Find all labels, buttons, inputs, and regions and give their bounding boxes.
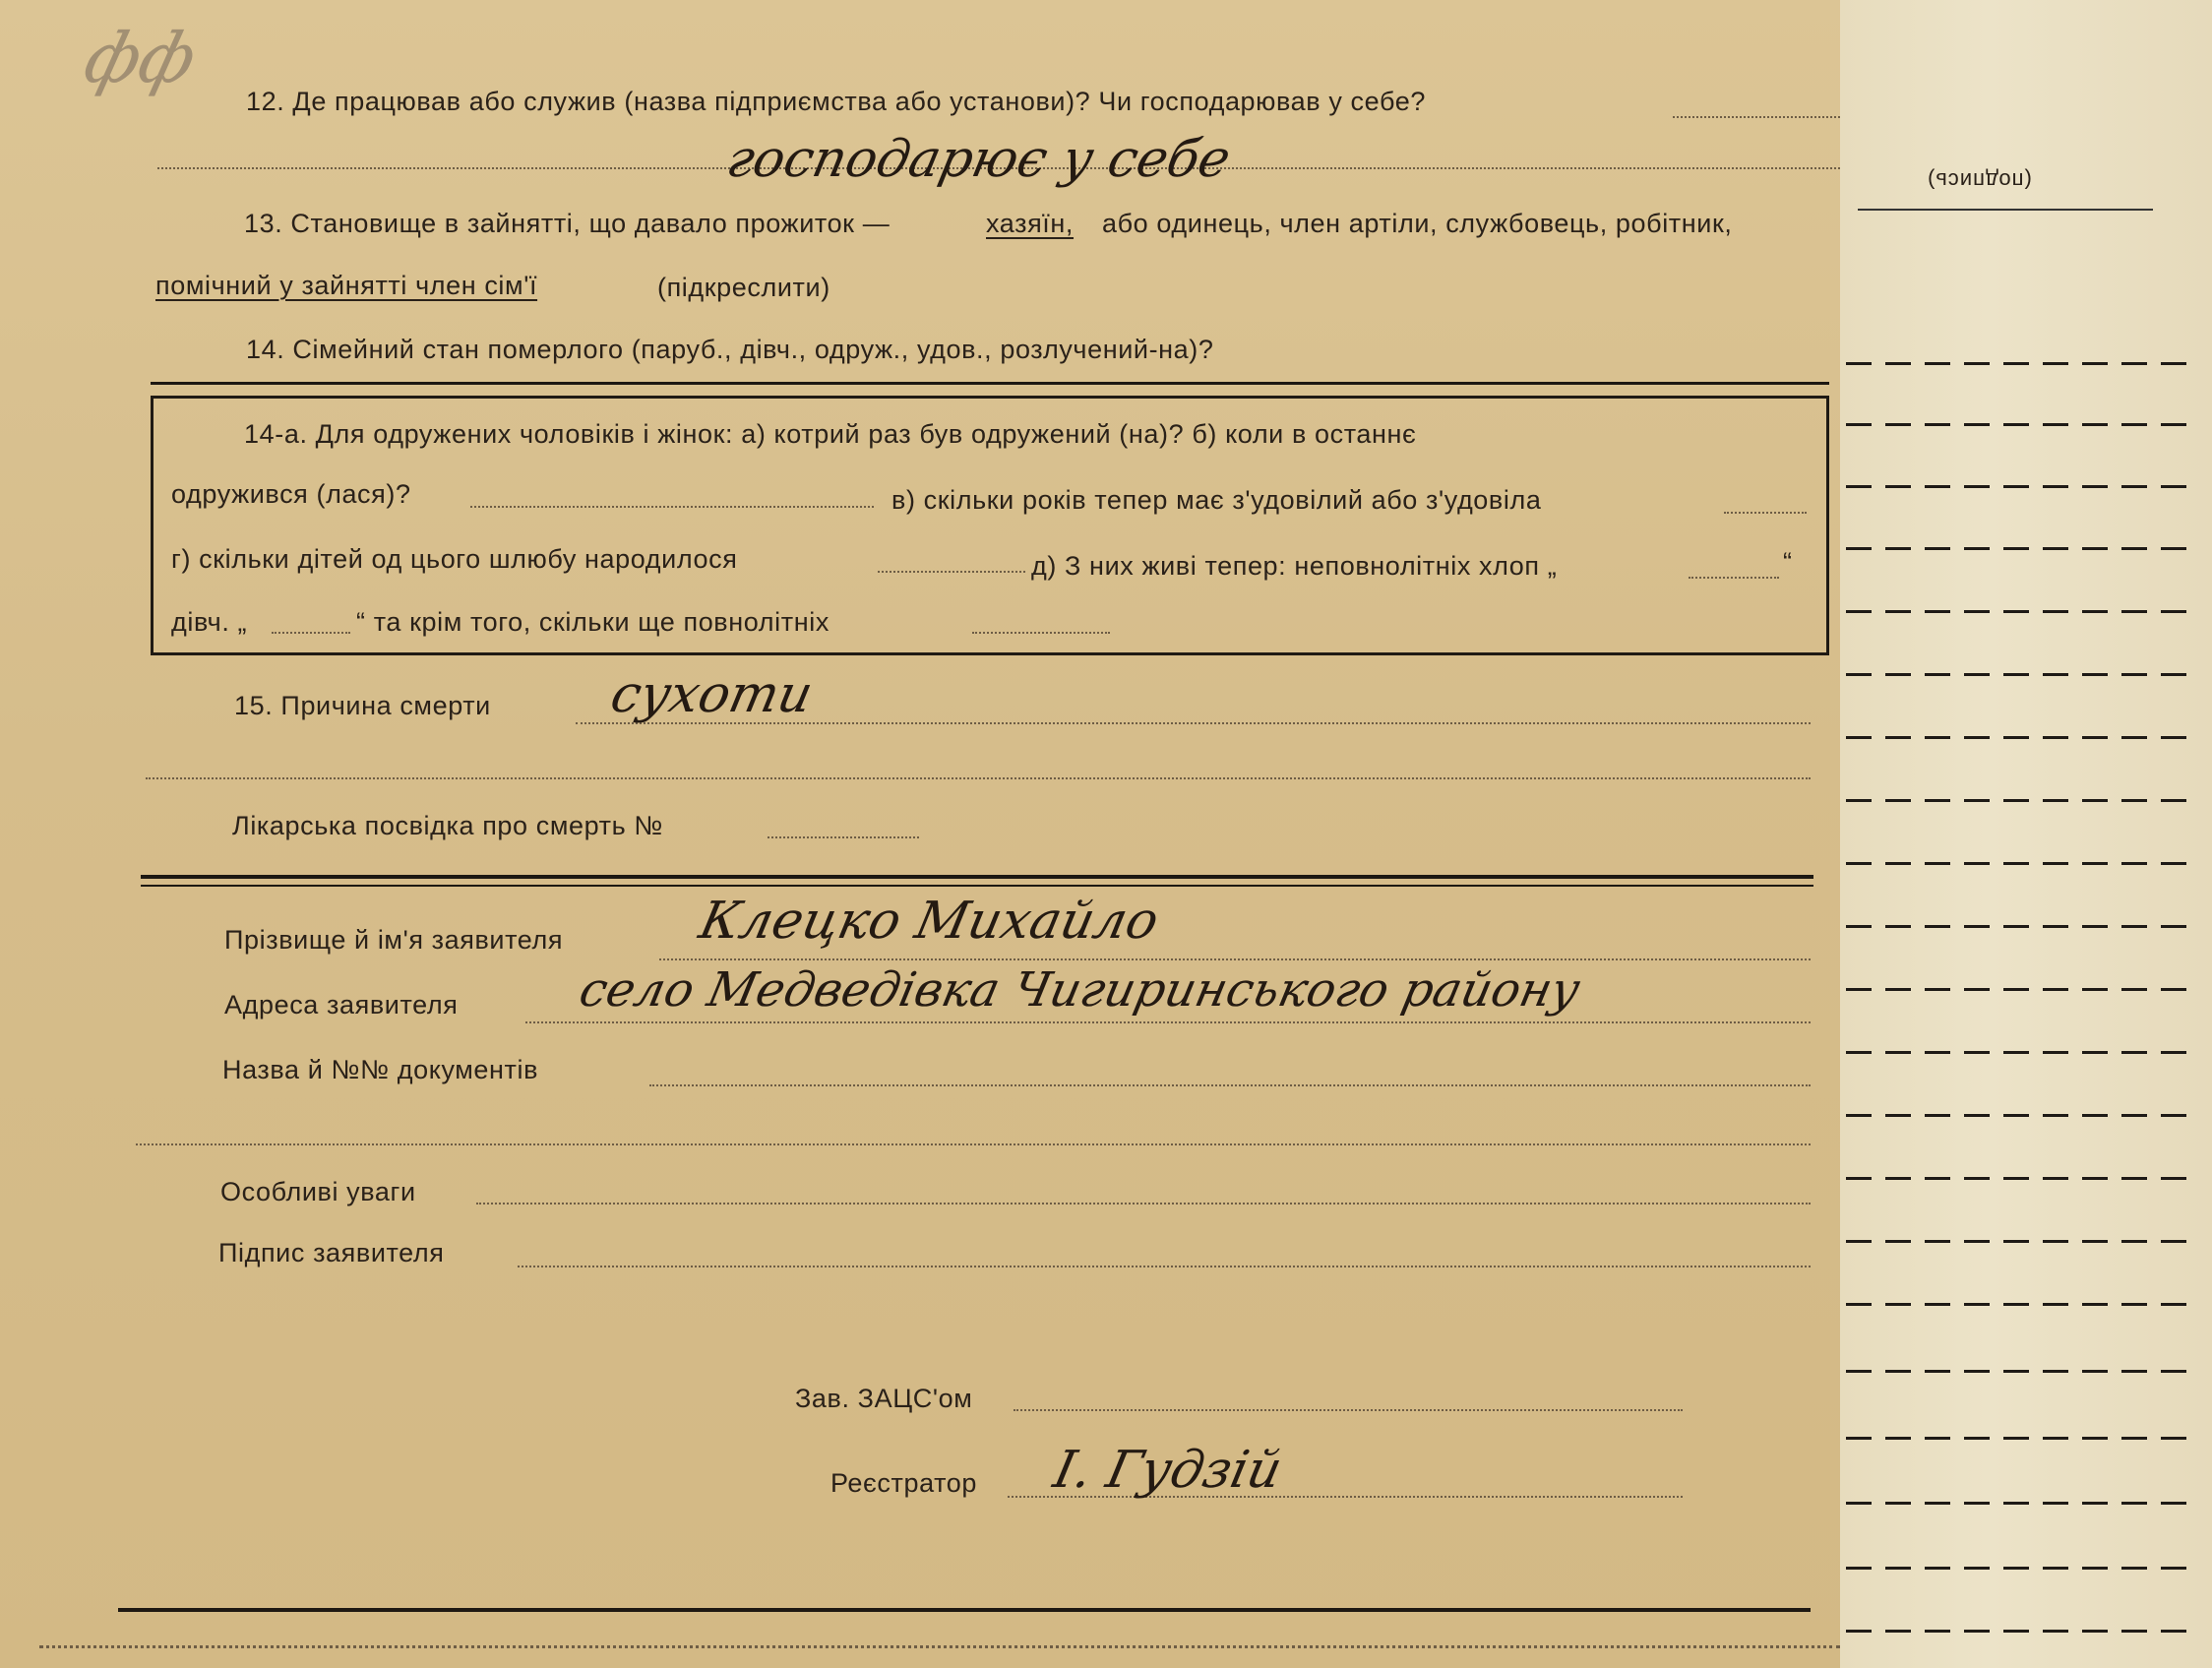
registrar-label: Реєстратор xyxy=(830,1468,978,1498)
q14a-line4b: “ та крім того, скільки ще повнолітніх xyxy=(356,607,830,637)
stub-dash-line xyxy=(1846,1437,2200,1440)
perforation-line xyxy=(39,1645,1840,1648)
q14a-minor-girls-line xyxy=(272,632,350,634)
stub-dash-line xyxy=(1846,1502,2200,1505)
applicant-name-label: Прізвище й ім'я заявителя xyxy=(224,925,564,955)
stub-dash-line xyxy=(1846,485,2200,488)
documents-continuation-line xyxy=(136,1143,1811,1145)
documents-line xyxy=(649,1084,1811,1086)
stub-dash-line xyxy=(1846,862,2200,865)
stub-dash-line xyxy=(1846,610,2200,613)
q13-option-family: помічний у зайнятті член сім'ї xyxy=(155,271,538,300)
q15-continuation-line xyxy=(146,777,1811,779)
remarks-line xyxy=(476,1203,1811,1205)
stub-dash-line xyxy=(1846,736,2200,739)
q14-label: 14. Сімейний стан померлого (паруб., дівч., одруж., удов., розлучений-на)? xyxy=(246,335,1214,364)
double-rule-top xyxy=(141,875,1813,879)
q12-dotted-line xyxy=(1673,116,1840,118)
stub-dash-line xyxy=(1846,1303,2200,1306)
q13-note: (підкреслити) xyxy=(657,273,830,302)
q14a-line3a: г) скільки дітей од цього шлюбу народилося xyxy=(171,544,738,574)
stub-dash-line xyxy=(1846,1630,2200,1633)
q14a-children-born-line xyxy=(878,571,1025,573)
stub-dash-line xyxy=(1846,1240,2200,1243)
head-label: Зав. ЗАЦС'ом xyxy=(795,1384,973,1413)
q12-label: 12. Де працював або служив (назва підприємства або установи)? Чи господарював у себе? xyxy=(246,87,1426,116)
stub-dash-line xyxy=(1846,799,2200,802)
stub-sheet xyxy=(1840,0,2212,1668)
q14a-last-married-line xyxy=(470,506,874,508)
q14a-line4a: дівч. „ xyxy=(171,607,248,637)
applicant-name-value: Клецко Михайло xyxy=(694,892,1164,951)
signature-line xyxy=(518,1266,1811,1267)
stub-dash-line xyxy=(1846,1114,2200,1117)
q14a-line1: 14-а. Для одружених чоловіків і жінок: а) котрий раз був одружений (на)? б) коли в останнє xyxy=(244,419,1417,449)
q13-label-a: 13. Становище в зайнятті, що давало прожиток — xyxy=(244,209,891,238)
medical-cert-number-line xyxy=(768,836,919,838)
stub-dash-line xyxy=(1846,423,2200,426)
q14a-line3c: “ xyxy=(1783,547,1793,577)
stub-top-line xyxy=(1858,209,2153,211)
q14a-widowed-years-line xyxy=(1724,512,1807,514)
stub-dash-line xyxy=(1846,547,2200,550)
q12-answer: господарює у себе xyxy=(721,130,1236,189)
stub-dash-line xyxy=(1846,1051,2200,1054)
bottom-rule xyxy=(118,1608,1811,1612)
stub-dash-line xyxy=(1846,1370,2200,1373)
q15-answer: сухоти xyxy=(605,665,819,724)
applicant-address-line xyxy=(525,1021,1811,1023)
registrar-signature: І. Гудзій xyxy=(1048,1441,1288,1500)
q14a-line2a: одружився (лася)? xyxy=(171,479,411,509)
applicant-address-label: Адреса заявителя xyxy=(224,990,459,1019)
signature-label: Підпис заявителя xyxy=(218,1238,445,1267)
medical-cert-label: Лікарська посвідка про смерть № xyxy=(232,811,663,840)
remarks-label: Особливі уваги xyxy=(220,1177,416,1206)
stub-dash-line xyxy=(1846,1177,2200,1180)
q15-label: 15. Причина смерти xyxy=(234,691,491,720)
stub-dash-line xyxy=(1846,925,2200,928)
double-rule-bottom xyxy=(141,885,1813,887)
q14a-line3b: д) З них живі тепер: неповнолітніх хлоп „ xyxy=(1031,551,1558,581)
stub-dash-line xyxy=(1846,362,2200,365)
q14a-line2b: в) скільки років тепер має з'удовілий або з'удовіла xyxy=(891,485,1542,515)
applicant-name-line xyxy=(659,958,1811,960)
q13-option-owner: хазяїн, xyxy=(986,209,1075,238)
q14a-minor-boys-line xyxy=(1689,577,1779,579)
stub-dash-line xyxy=(1846,988,2200,991)
q13-label-b: або одинець, член артіли, службовець, робітник, xyxy=(1102,209,1733,238)
stub-dash-line xyxy=(1846,1567,2200,1570)
archive-pencil-mark: фф xyxy=(76,18,205,98)
section-divider xyxy=(151,382,1829,385)
documents-label: Назва й №№ документів xyxy=(222,1055,539,1084)
stub-dash-line xyxy=(1846,673,2200,676)
stub-signature-label: (подпись) xyxy=(1927,168,2032,193)
head-signature-line xyxy=(1014,1409,1683,1411)
applicant-address-value: село Медведівка Чигиринського району xyxy=(575,962,1585,1018)
q14a-adults-line xyxy=(972,632,1110,634)
